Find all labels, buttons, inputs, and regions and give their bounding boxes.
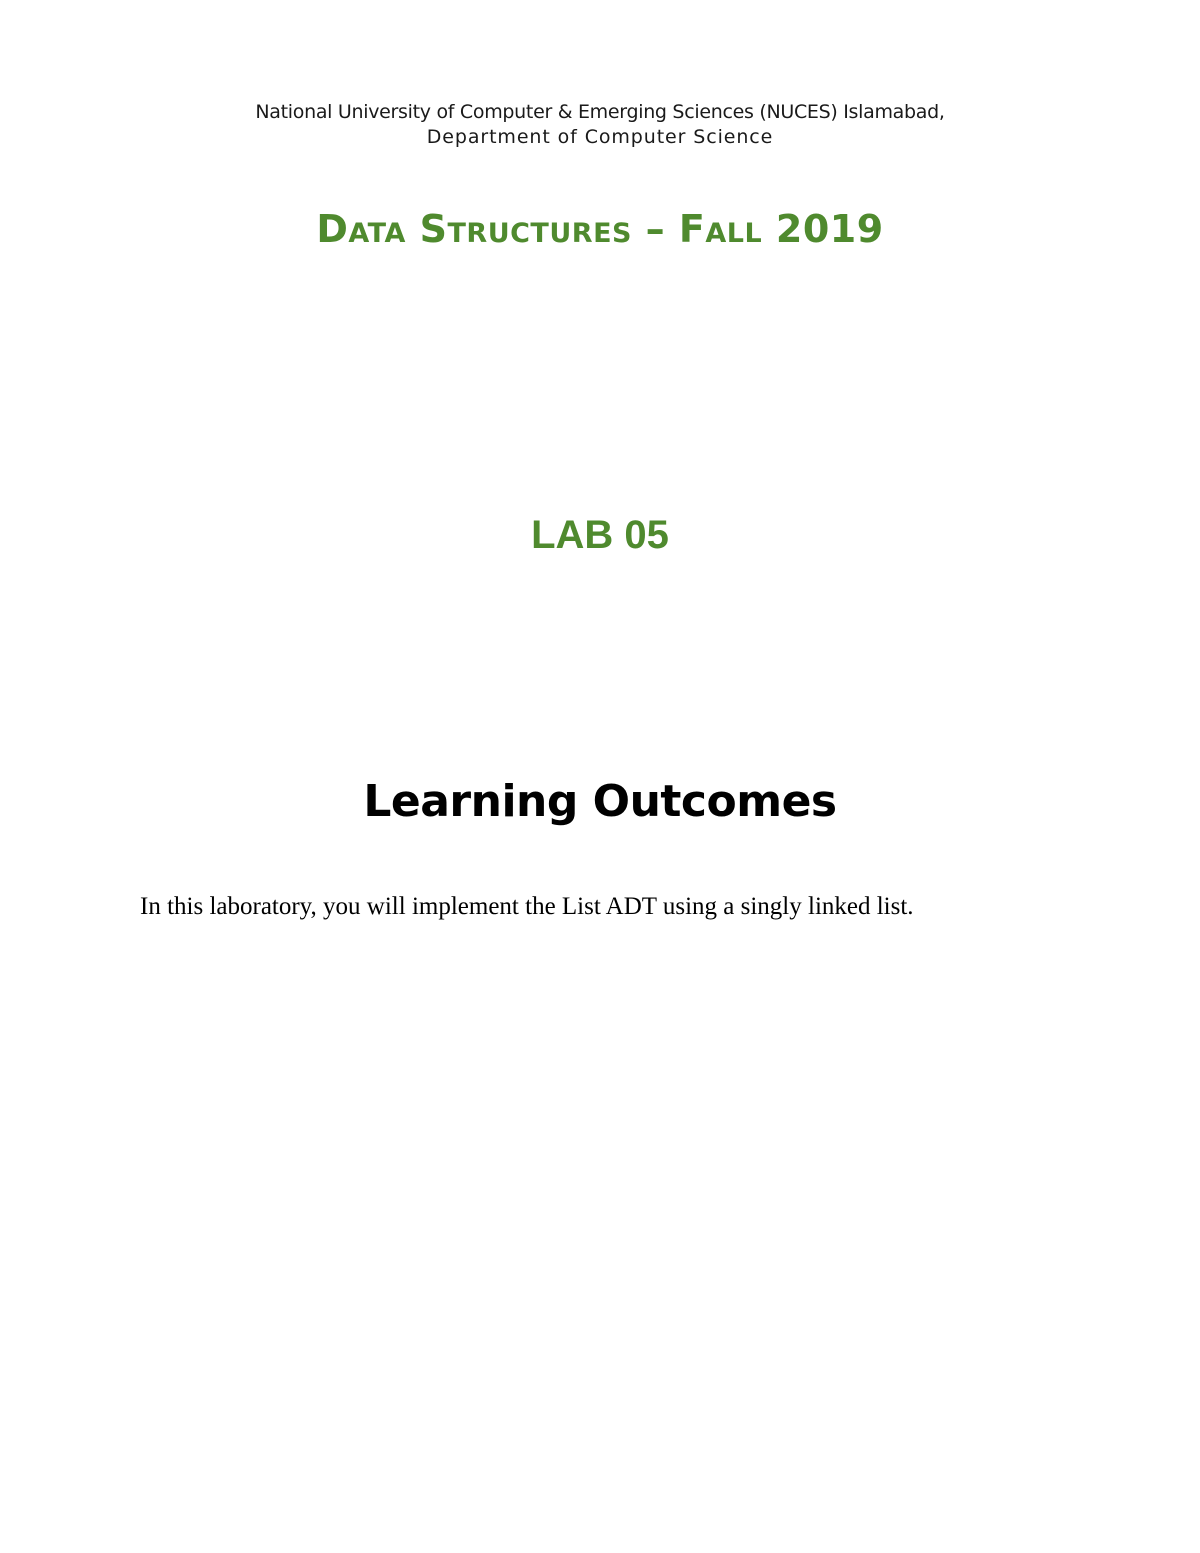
section-heading: Learning Outcomes — [363, 776, 837, 827]
lab-number: LAB 05 — [531, 513, 669, 557]
department-name: Department of Computer Science — [426, 126, 774, 148]
institution-name: National University of Computer & Emerging Sciences (NUCES) Islamabad, — [255, 101, 945, 123]
body-paragraph: In this laboratory, you will implement the List ADT using a singly linked list. — [140, 893, 914, 920]
course-title: Data Structures – Fall 2019 — [316, 207, 884, 251]
